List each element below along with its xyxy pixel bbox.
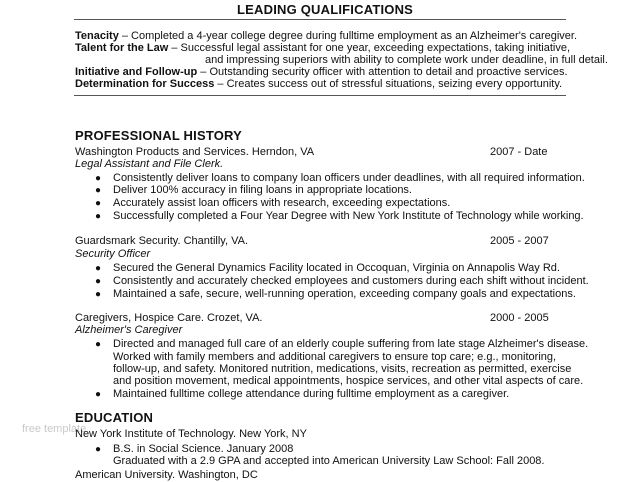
job1-bullet-3: Accurately assist loan officers with research, exceeding expectations. [113,197,451,209]
job3-title: Alzheimer's Caregiver [75,324,183,336]
job2-dates: 2005 - 2007 [490,235,549,247]
qualification-tenacity: Tenacity – Completed a 4-year college degree during fulltime employment as an Alzheimer's caregiver. [75,30,578,42]
job1-bullet-4: Successfully completed a Four Year Degree with New York Institute of Technology while working. [113,210,584,222]
qualification-initiative: Initiative and Follow-up – Outstanding security officer with attention to detail and proactive services. [75,66,568,78]
job1-bullet-1: Consistently deliver loans to company loan officers under deadlines, with all required information. [113,172,585,184]
education-school-2: American University. Washington, DC [75,469,258,481]
qualification-talent-for-law-continued: and impressing superiors with ability to complete work under deadline, in full detail. [205,54,608,66]
job3-bullet-1: Directed and managed full care of an elderly couple suffering from late stage Alzheimer's disease. [113,338,589,350]
bullet-icon: ● [95,185,102,196]
divider-middle [74,95,566,96]
job1-bullet-2: Deliver 100% accuracy in filing loans in appropriate locations. [113,184,412,196]
qualification-talent-for-law: Talent for the Law – Successful legal assistant for one year, exceeding expectations, taking initiative, [75,42,571,54]
job3-employer: Caregivers, Hospice Care. Crozet, VA. [75,312,263,324]
job3-dates: 2000 - 2005 [490,312,549,324]
job2-bullet-3: Maintained a safe, secure, well-running operation, exceeding company goals and expectations. [113,288,576,300]
bullet-icon: ● [95,339,102,350]
education-school-1: New York Institute of Technology. New York, NY [75,428,307,440]
education-heading: EDUCATION [75,410,154,425]
job3-bullet-1-continued-a: Worked with family members and additional caregivers to ensure top care; e.g., monitoring, [113,351,557,363]
job2-employer: Guardsmark Security. Chantilly, VA. [75,235,248,247]
job3-bullet-1-continued-c: and position movement, medical appointments, hospice services, and other vital aspects of care. [113,375,584,387]
education-note: Graduated with a 2.9 GPA and accepted into American University Law School: Fall 2008. [113,455,545,467]
job3-bullet-2: Maintained fulltime college attendance during fulltime employment as a caregiver. [113,388,510,400]
qualification-determination: Determination for Success – Creates success out of stressful situations, seizing every opportunity. [75,78,563,90]
bullet-icon: ● [95,276,102,287]
watermark: free template [22,423,87,435]
job2-bullet-1: Secured the General Dynamics Facility located in Occoquan, Virginia on Annapolis Way Rd. [113,262,560,274]
job1-dates: 2007 - Date [490,146,548,158]
job2-title: Security Officer [75,248,151,260]
bullet-icon: ● [95,173,102,184]
bullet-icon: ● [95,198,102,209]
job1-employer: Washington Products and Services. Herndon, VA [75,146,315,158]
bullet-icon: ● [95,263,102,274]
bullet-icon: ● [95,444,102,455]
qualifications-heading: LEADING QUALIFICATIONS [237,2,414,17]
job1-title: Legal Assistant and File Clerk. [75,158,224,170]
job2-bullet-2: Consistently and accurately checked employees and customers during each shift without incident. [113,275,589,287]
education-degree: B.S. in Social Science. January 2008 [113,443,294,455]
history-heading: PROFESSIONAL HISTORY [75,128,243,143]
divider-top [74,19,566,20]
bullet-icon: ● [95,211,102,222]
bullet-icon: ● [95,289,102,300]
job3-bullet-1-continued-b: follow-up, and safety. Monitored nutrition, medications, visits, recreation as permitted, exercise [113,363,572,375]
bullet-icon: ● [95,389,102,400]
